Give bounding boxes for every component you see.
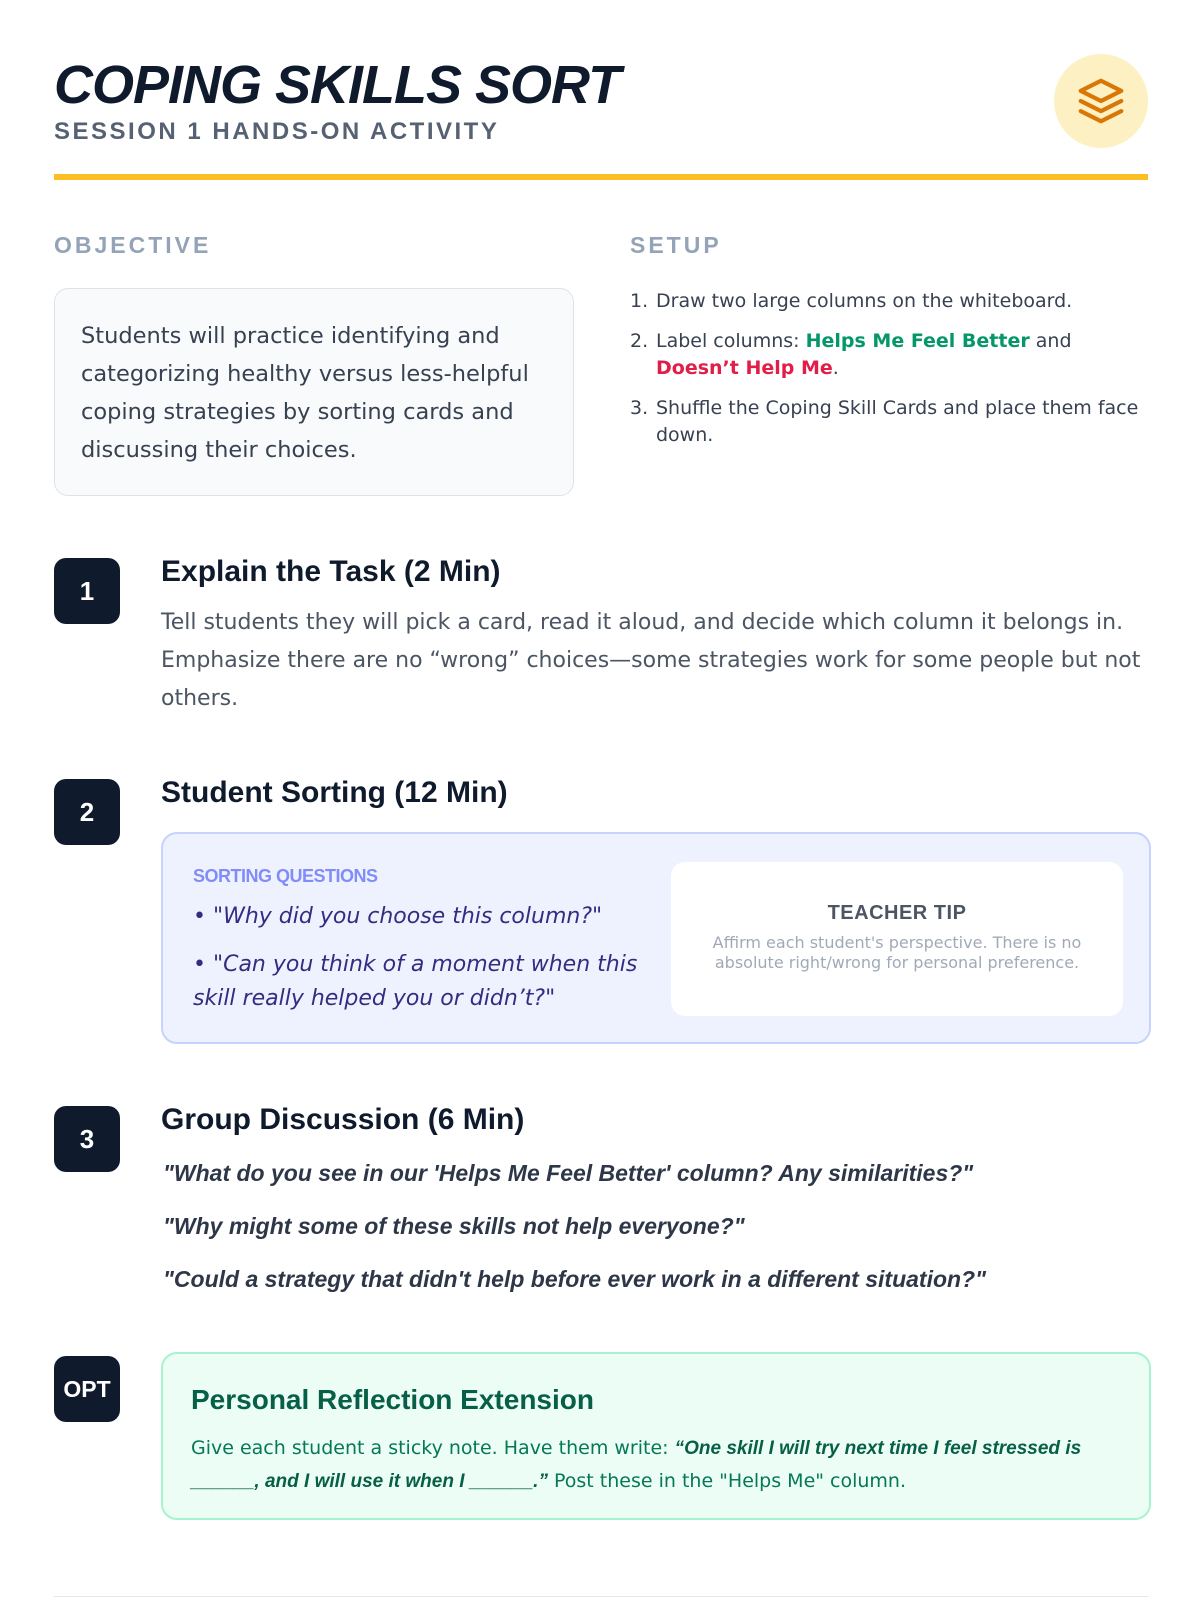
layers-icon bbox=[1054, 54, 1148, 148]
discussion-quote: "Could a strategy that didn't help before ever work in a different situation?" bbox=[163, 1266, 987, 1292]
objective-text: Students will practice identifying and categorizing healthy versus less-helpful coping strategies by sorting cards and discussing their choices. bbox=[81, 323, 529, 463]
column-label-doesnt-help: Doesn’t Help Me bbox=[656, 357, 833, 379]
setup-item: 3. Shuffle the Coping Skill Cards and place them face down. bbox=[630, 397, 1139, 446]
step-badge-1: 1 bbox=[54, 558, 120, 624]
teacher-tip-card bbox=[671, 862, 1123, 1016]
step-body-1: Tell students they will pick a card, read it aloud, and decide which column it belongs in. Emphasize there are no “wrong” choices—some strategies work for some people but not others. bbox=[161, 610, 1141, 711]
reflection-prompt: “One skill I will try next time I feel stressed is ______, and I will use it when I ______.” bbox=[191, 1438, 1082, 1492]
reflection-text: Give each student a sticky note. Have them write: “One skill I will try next time I feel stressed is ______, and I will use it when I ______.” Post these in the "Helps Me" column. bbox=[191, 1437, 1082, 1492]
discussion-quote: "What do you see in our 'Helps Me Feel Better' column? Any similarities?" bbox=[163, 1160, 974, 1186]
sorting-question: • "Can you think of a moment when this skill really helped you or didn’t?" bbox=[193, 952, 638, 1011]
step-badge-3: 3 bbox=[54, 1106, 120, 1172]
discussion-quote: "Why might some of these skills not help everyone?" bbox=[163, 1213, 745, 1239]
column-label-helps: Helps Me Feel Better bbox=[805, 330, 1030, 352]
sorting-question: • "Why did you choose this column?" bbox=[193, 904, 603, 929]
objective-label: OBJECTIVE bbox=[54, 232, 212, 258]
page-title: COPING SKILLS SORT bbox=[54, 55, 621, 115]
step-title-3: Group Discussion (6 Min) bbox=[161, 1103, 525, 1136]
sorting-questions-label: SORTING QUESTIONS bbox=[193, 866, 378, 886]
teacher-tip-title: TEACHER TIP bbox=[827, 902, 967, 924]
step-badge-2: 2 bbox=[54, 779, 120, 845]
header-divider bbox=[54, 174, 1148, 180]
objective-card bbox=[54, 288, 574, 496]
setup-label: SETUP bbox=[630, 232, 722, 258]
footer-divider bbox=[54, 1596, 1148, 1597]
step-title-1: Explain the Task (2 Min) bbox=[161, 555, 501, 588]
setup-item: 2. Label columns: Helps Me Feel Better and Doesn’t Help Me. bbox=[630, 330, 1072, 379]
step-badge-optional: OPT bbox=[54, 1356, 120, 1422]
teacher-tip-text: Affirm each student's perspective. There is no absolute right/wrong for personal preference. bbox=[712, 933, 1082, 972]
reflection-title: Personal Reflection Extension bbox=[191, 1384, 594, 1415]
page-subtitle: SESSION 1 HANDS-ON ACTIVITY bbox=[54, 118, 500, 145]
reflection-extension-card bbox=[161, 1352, 1151, 1520]
setup-list bbox=[630, 288, 1150, 462]
sorting-questions-card bbox=[161, 832, 1151, 1044]
step-title-2: Student Sorting (12 Min) bbox=[161, 776, 508, 809]
page-header bbox=[54, 54, 1148, 180]
setup-item: 1. Draw two large columns on the whiteboard. bbox=[630, 290, 1073, 312]
